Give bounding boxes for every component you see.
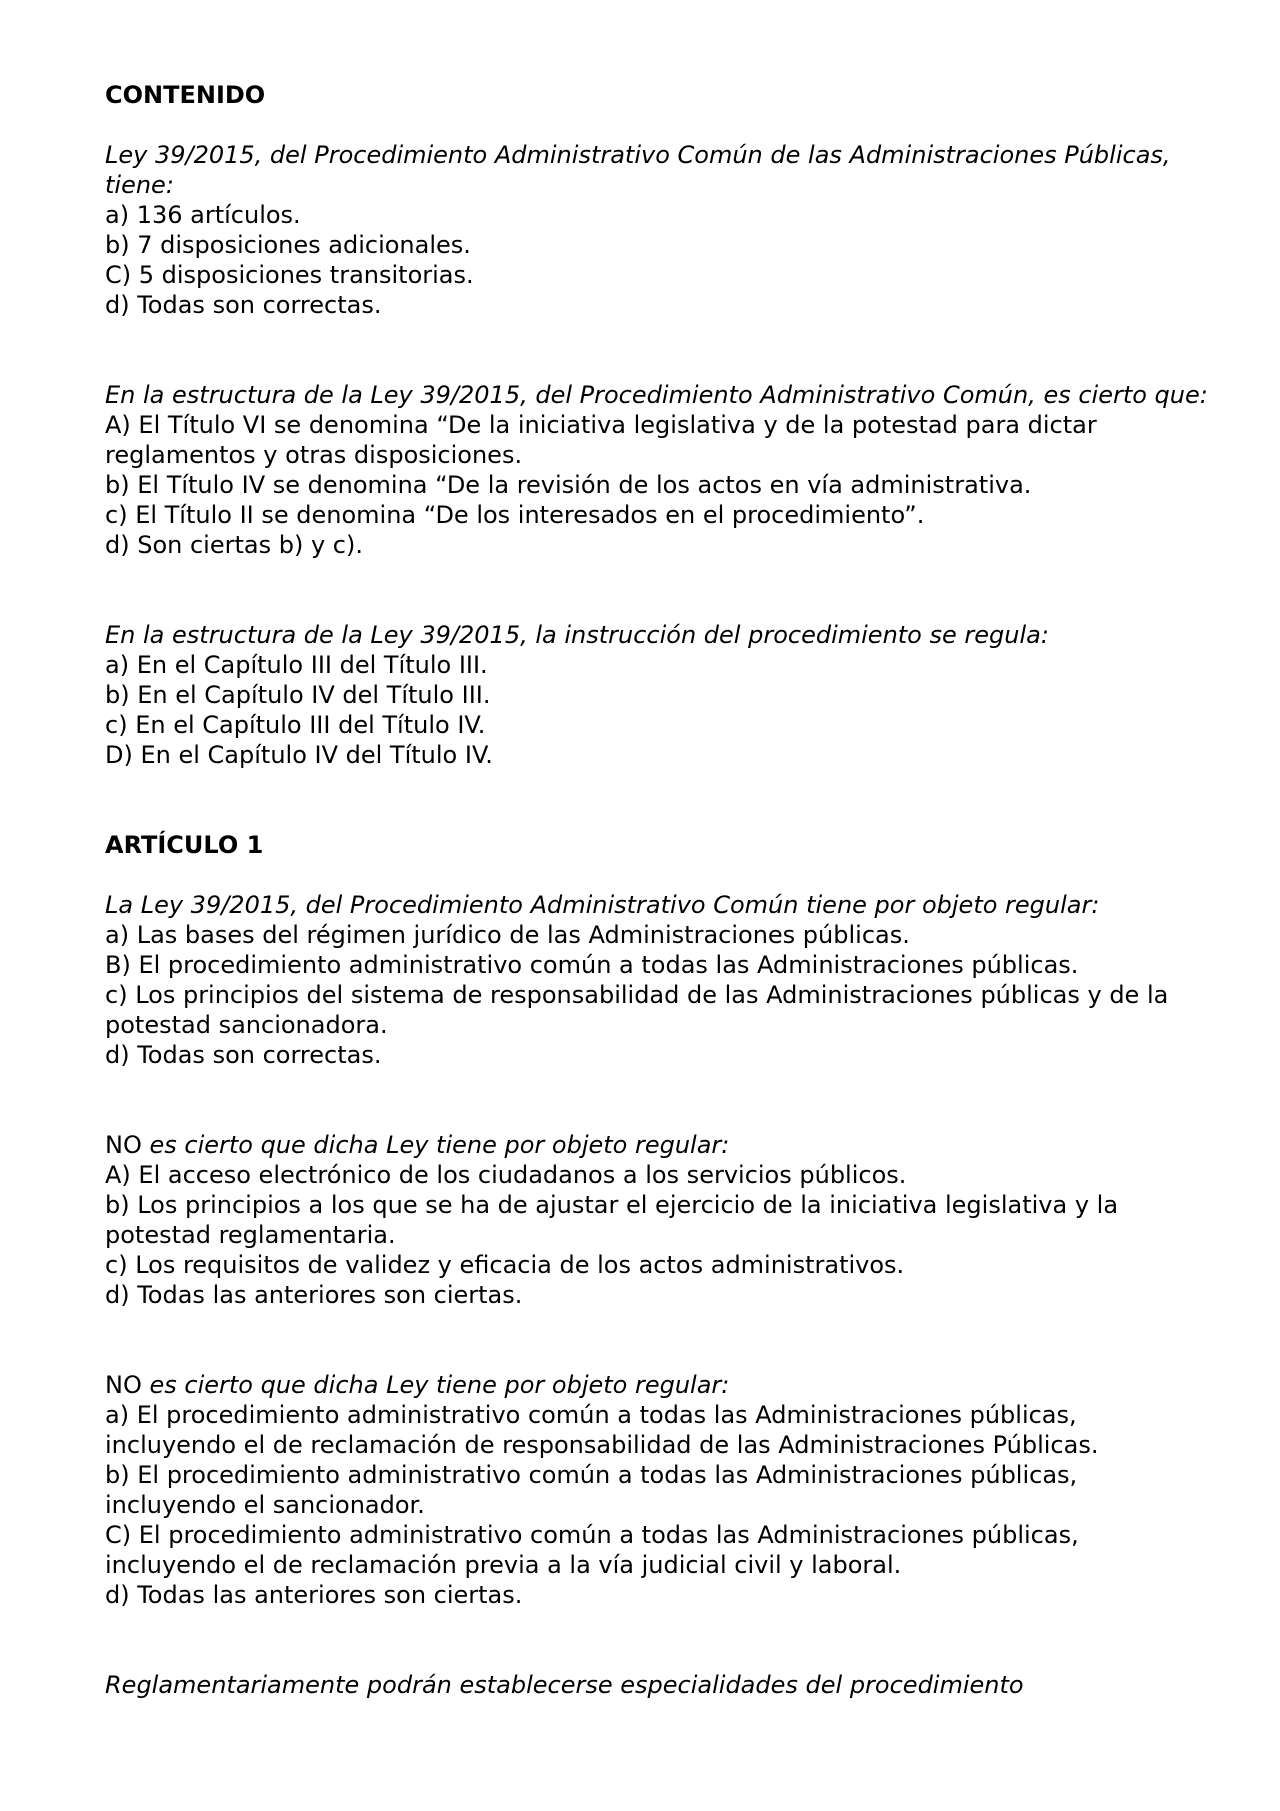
answer-option: b) El procedimiento administrativo común a todas las Administraciones públicas, incluyendo el sancionador. [105, 1461, 1078, 1519]
prompt-text: es cierto que dicha Ley tiene por objeto regular: [141, 1371, 730, 1399]
answer-option: d) Todas son correctas. [105, 1041, 382, 1069]
section-heading: ARTÍCULO 1 [105, 831, 264, 859]
question [105, 1670, 1215, 1700]
question [105, 140, 1215, 320]
answer-option: b) Los principios a los que se ha de ajustar el ejercicio de la iniciativa legislativa y la potestad reglamentaria. [105, 1191, 1119, 1249]
answer-option: a) Las bases del régimen jurídico de las Administraciones públicas. [105, 921, 910, 949]
prompt-negation: NO [105, 1371, 142, 1399]
question [105, 1370, 1215, 1610]
prompt-negation: NO [105, 1131, 142, 1159]
question-prompt [105, 1370, 1215, 1400]
answer-option: c) El Título II se denomina “De los interesados en el procedimiento”. [105, 501, 925, 529]
answer-option: a) En el Capítulo III del Título III. [105, 651, 488, 679]
answer-option: A) El acceso electrónico de los ciudadanos a los servicios públicos. [105, 1161, 907, 1189]
answer-option: b) 7 disposiciones adicionales. [105, 231, 471, 259]
question-prompt: En la estructura de la Ley 39/2015, la instrucción del procedimiento se regula: [105, 621, 1049, 649]
section-heading: CONTENIDO [105, 81, 266, 109]
prompt-text: es cierto que dicha Ley tiene por objeto regular: [141, 1131, 730, 1159]
answer-option: B) El procedimiento administrativo común a todas las Administraciones públicas. [105, 951, 1079, 979]
question-prompt: En la estructura de la Ley 39/2015, del Procedimiento Administrativo Común, es cierto que: [105, 381, 1208, 409]
question-prompt: Reglamentariamente podrán establecerse especialidades del procedimiento [105, 1671, 1024, 1699]
question-prompt: Ley 39/2015, del Procedimiento Administrativo Común de las Administraciones Públicas, tiene: [105, 141, 1171, 199]
answer-option: b) El Título IV se denomina “De la revisión de los actos en vía administrativa. [105, 471, 1032, 499]
question [105, 620, 1215, 770]
answer-option: d) Todas son correctas. [105, 291, 382, 319]
question [105, 1130, 1215, 1310]
answer-option: C) El procedimiento administrativo común a todas las Administraciones públicas, incluyendo el de reclamación previa a la vía judicial civil y laboral. [105, 1521, 1079, 1579]
answer-option: a) 136 artículos. [105, 201, 301, 229]
answer-option: c) Los requisitos de validez y eficacia de los actos administrativos. [105, 1251, 905, 1279]
answer-option: D) En el Capítulo IV del Título IV. [105, 741, 493, 769]
answer-option: d) Todas las anteriores son ciertas. [105, 1281, 523, 1309]
answer-option: C) 5 disposiciones transitorias. [105, 261, 474, 289]
answer-option: c) Los principios del sistema de responsabilidad de las Administraciones públicas y de la potestad sancionadora. [105, 981, 1169, 1039]
answer-option: d) Son ciertas b) y c). [105, 531, 363, 559]
answer-option: d) Todas las anteriores son ciertas. [105, 1581, 523, 1609]
question-prompt [105, 1130, 1215, 1160]
question [105, 890, 1215, 1070]
answer-option: a) El procedimiento administrativo común a todas las Administraciones públicas, incluyendo el de reclamación de responsabilidad de las Administraciones Públicas. [105, 1401, 1099, 1459]
question [105, 380, 1215, 560]
answer-option: A) El Título VI se denomina “De la iniciativa legislativa y de la potestad para dictar reglamentos y otras disposiciones. [105, 411, 1097, 469]
question-prompt: La Ley 39/2015, del Procedimiento Administrativo Común tiene por objeto regular: [105, 891, 1100, 919]
answer-option: c) En el Capítulo III del Título IV. [105, 711, 486, 739]
answer-option: b) En el Capítulo IV del Título III. [105, 681, 491, 709]
document-page [105, 80, 1215, 1700]
